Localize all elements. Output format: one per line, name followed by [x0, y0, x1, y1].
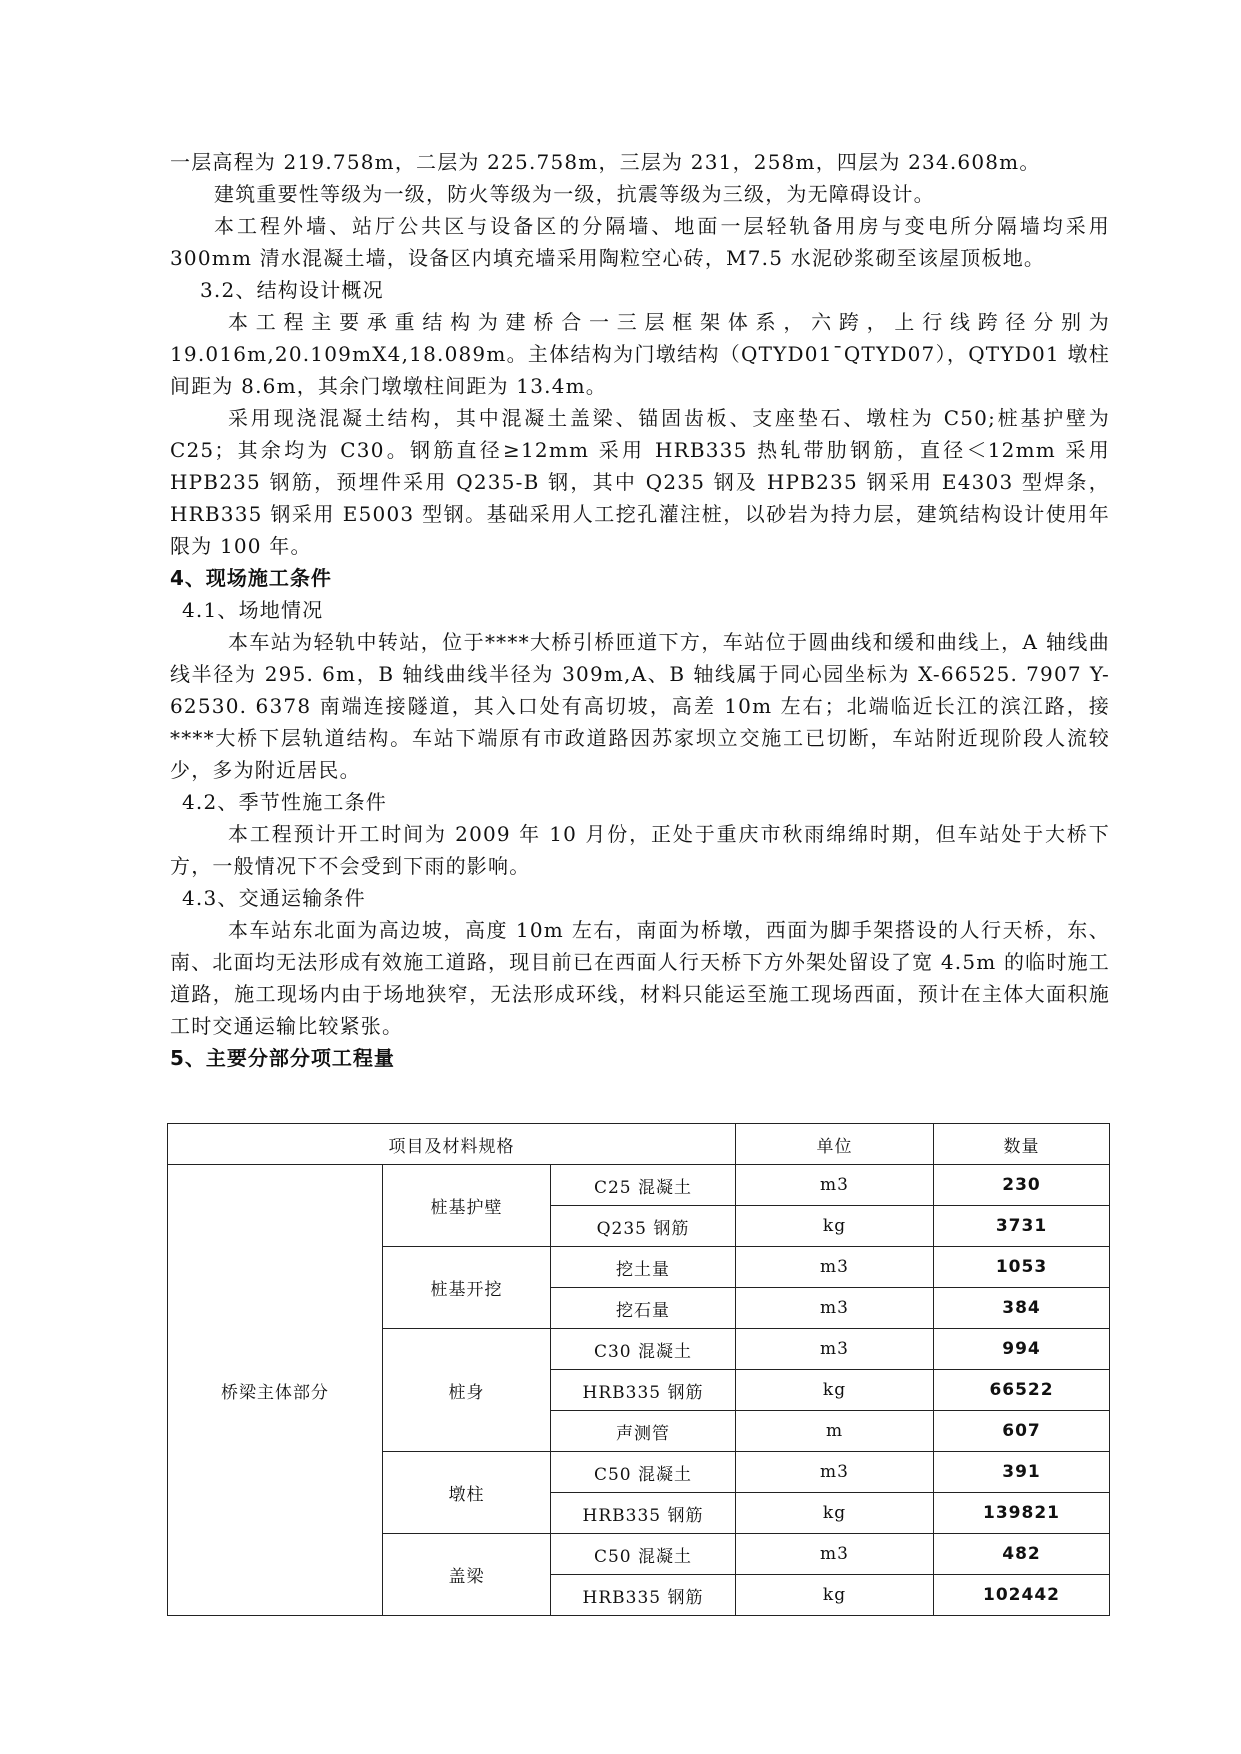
material-cell: Q235 钢筋: [551, 1206, 736, 1247]
group-cell: 墩柱: [383, 1452, 551, 1534]
quantity-cell: 102442: [934, 1575, 1110, 1616]
unit-cell: m3: [736, 1534, 934, 1575]
paragraph: 一层高程为 219.758m，二层为 225.758m，三层为 231，258m，四层为 234.608m。: [170, 150, 1041, 174]
paragraph: 本车站为轻轨中转站，位于****大桥引桥匝道下方，车站位于圆曲线和缓和曲线上，A 轴线曲线半径为 295. 6m，B 轴线曲线半径为 309m,A、B 轴线属于同心园坐标为 X-66525. 7907 Y-62530. 6378 南端连接隧道，其入口处有高切坡，高差 10m 左右；北端临近长江的滨江路，接****大桥下层轨道结构。车站下端原有市政道路因苏家坝立交施工已切断，车站附近现阶段人流较少，多为附近居民。: [170, 630, 1110, 782]
unit-cell: m3: [736, 1288, 934, 1329]
document-body: [170, 146, 1110, 1074]
quantity-cell: 3731: [934, 1206, 1110, 1247]
quantity-table: [167, 1123, 1110, 1616]
paragraph: 本工程预计开工时间为 2009 年 10 月份，正处于重庆市秋雨绵绵时期，但车站处于大桥下方，一般情况下不会受到下雨的影响。: [170, 822, 1110, 878]
paragraph: 采用现浇混凝土结构，其中混凝土盖梁、锚固齿板、支座垫石、墩柱为 C50;桩基护壁为 C25；其余均为 C30。钢筋直径≥12mm 采用 HRB335 热轧带肋钢筋，直径＜12mm 采用 HPB235 钢筋，预埋件采用 Q235-B 钢，其中 Q235 钢及 HPB235 钢采用 E4303 型焊条，HRB335 钢采用 E5003 型钢。基础采用人工挖孔灌注桩，以砂岩为持力层，建筑结构设计使用年限为 100 年。: [170, 406, 1110, 558]
quantity-cell: 139821: [934, 1493, 1110, 1534]
paragraph: 本工程主要承重结构为建桥合一三层框架体系，六跨，上行线跨径分别为 19.016m,20.109mX4,18.089m。主体结构为门墩结构（QTYD01¯QTYD07），QTYD01 墩柱间距为 8.6m，其余门墩墩柱间距为 13.4m。: [170, 310, 1110, 398]
quantity-cell: 391: [934, 1452, 1110, 1493]
column-header: 数量: [934, 1124, 1110, 1165]
quantity-cell: 66522: [934, 1370, 1110, 1411]
unit-cell: m3: [736, 1452, 934, 1493]
column-header: 项目及材料规格: [168, 1124, 736, 1165]
unit-cell: kg: [736, 1575, 934, 1616]
unit-cell: m3: [736, 1329, 934, 1370]
unit-cell: kg: [736, 1493, 934, 1534]
paragraph: 本车站东北面为高边坡，高度 10m 左右，南面为桥墩，西面为脚手架搭设的人行天桥，东、南、北面均无法形成有效施工道路，现目前已在西面人行天桥下方外架处留设了宽 4.5m 的临时施工道路，施工现场内由于场地狭窄，无法形成环线，材料只能运至施工现场西面，预计在主体大面积施工时交通运输比较紧张。: [170, 918, 1110, 1038]
subsection-heading: 4.2、季节性施工条件: [182, 790, 388, 814]
table-row: [168, 1165, 1110, 1206]
table-header-row: [168, 1124, 1110, 1165]
material-cell: HRB335 钢筋: [551, 1575, 736, 1616]
paragraph: 建筑重要性等级为一级，防火等级为一级，抗震等级为三级，为无障碍设计。: [214, 182, 935, 206]
quantity-cell: 1053: [934, 1247, 1110, 1288]
group-cell: 桩基护壁: [383, 1165, 551, 1247]
unit-cell: m: [736, 1411, 934, 1452]
group-cell: 桩身: [383, 1329, 551, 1452]
group-cell: 桩基开挖: [383, 1247, 551, 1329]
quantity-cell: 230: [934, 1165, 1110, 1206]
quantity-cell: 384: [934, 1288, 1110, 1329]
material-cell: C50 混凝土: [551, 1534, 736, 1575]
unit-cell: kg: [736, 1370, 934, 1411]
section-cell: 桥梁主体部分: [168, 1165, 383, 1616]
quantity-cell: 994: [934, 1329, 1110, 1370]
material-cell: C50 混凝土: [551, 1452, 736, 1493]
material-cell: 声测管: [551, 1411, 736, 1452]
material-cell: C30 混凝土: [551, 1329, 736, 1370]
unit-cell: m3: [736, 1165, 934, 1206]
unit-cell: kg: [736, 1206, 934, 1247]
section-heading: 4、现场施工条件: [170, 566, 332, 590]
section-heading: 5、主要分部分项工程量: [170, 1046, 395, 1070]
material-cell: C25 混凝土: [551, 1165, 736, 1206]
quantity-cell: 482: [934, 1534, 1110, 1575]
material-cell: 挖石量: [551, 1288, 736, 1329]
material-cell: 挖土量: [551, 1247, 736, 1288]
paragraph: 本工程外墙、站厅公共区与设备区的分隔墙、地面一层轻轨备用房与变电所分隔墙均采用 300mm 清水混凝土墙，设备区内填充墙采用陶粒空心砖，M7.5 水泥砂浆砌至该屋顶板地。: [170, 214, 1110, 270]
material-cell: HRB335 钢筋: [551, 1493, 736, 1534]
group-cell: 盖梁: [383, 1534, 551, 1616]
quantity-cell: 607: [934, 1411, 1110, 1452]
subsection-heading: 4.3、交通运输条件: [182, 886, 366, 910]
subsection-heading: 3.2、结构设计概况: [200, 278, 384, 302]
subsection-heading: 4.1、场地情况: [182, 598, 324, 622]
column-header: 单位: [736, 1124, 934, 1165]
material-cell: HRB335 钢筋: [551, 1370, 736, 1411]
unit-cell: m3: [736, 1247, 934, 1288]
